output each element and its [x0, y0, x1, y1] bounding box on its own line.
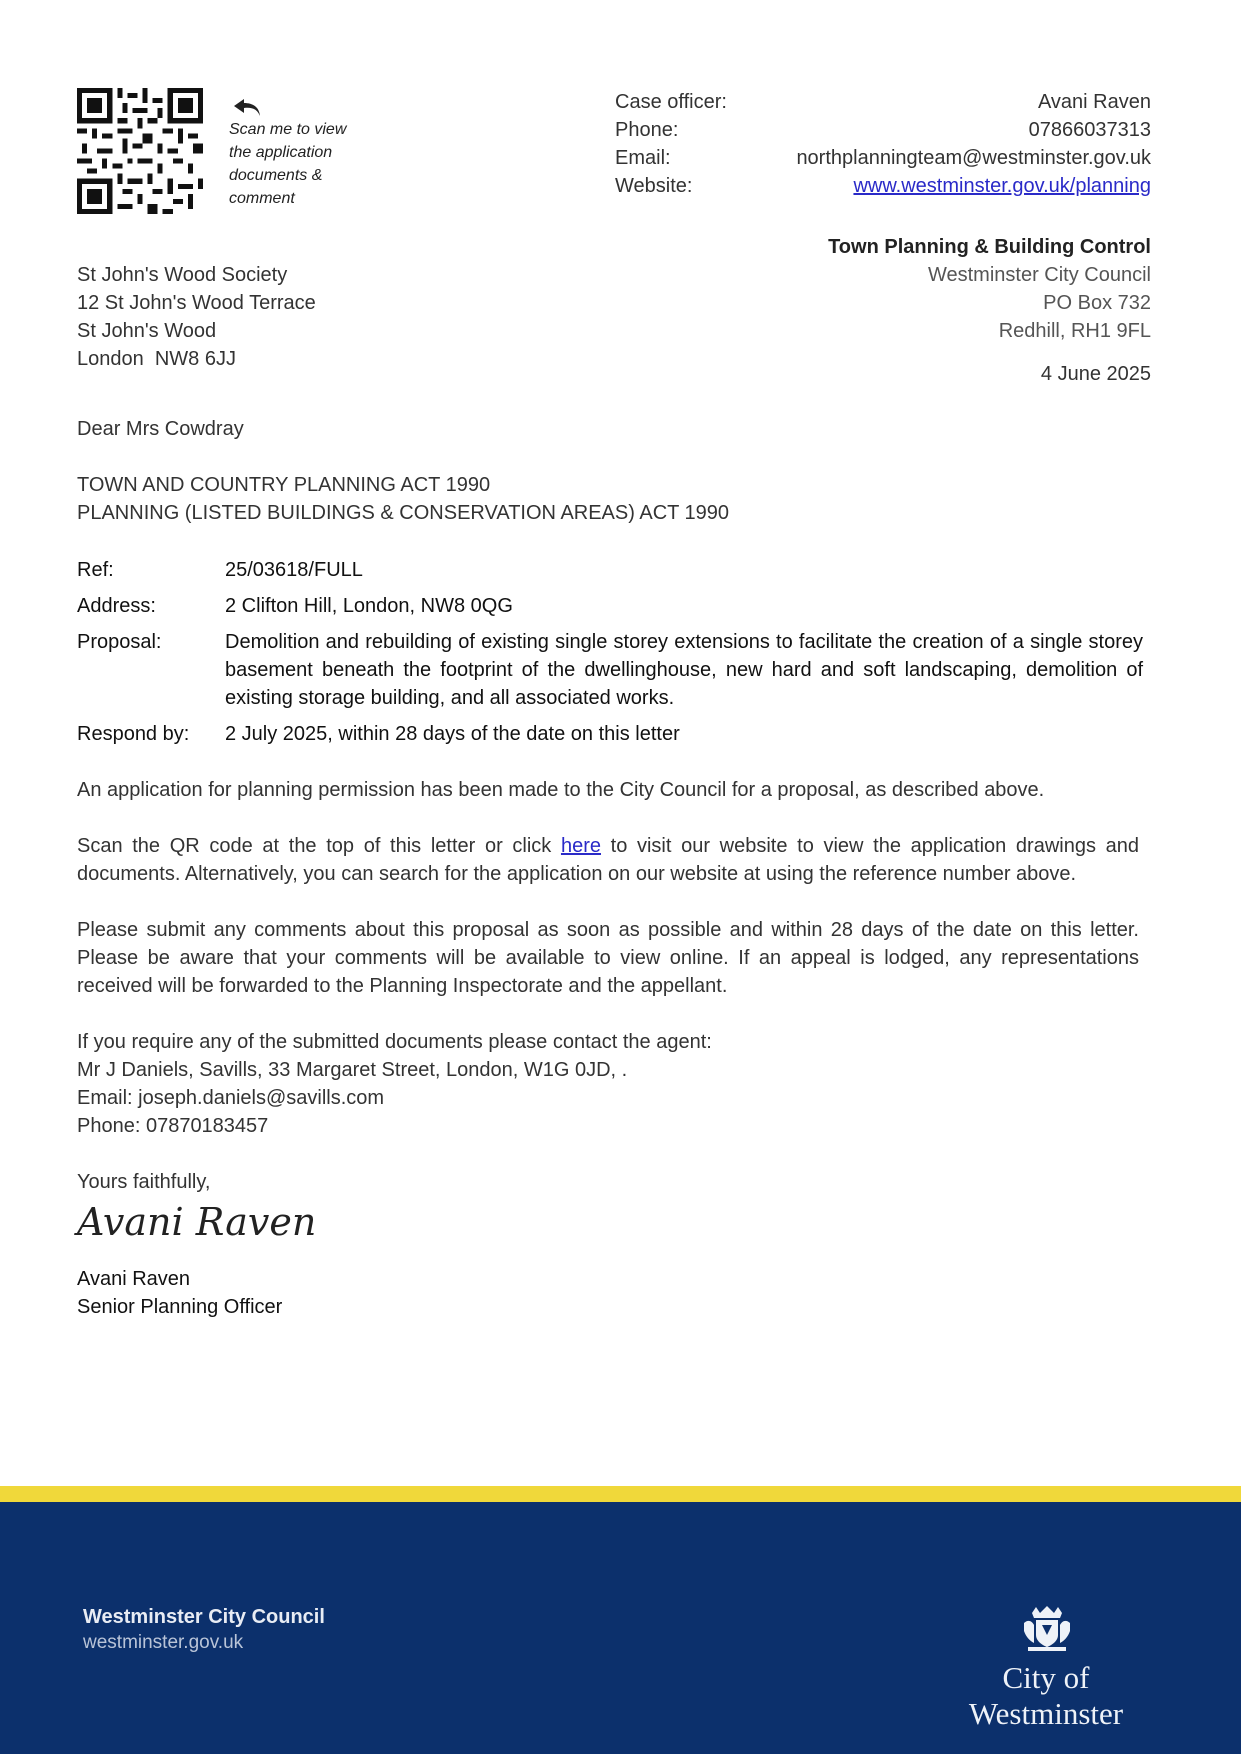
curved-arrow-icon	[232, 96, 262, 118]
case-officer-row	[615, 88, 1151, 116]
address-value: 2 Clifton Hill, London, NW8 0QG	[225, 595, 513, 617]
respond-row	[77, 720, 1143, 748]
phone-value: 07866037313	[1028, 119, 1151, 141]
contact-block	[615, 88, 1151, 200]
signee-name: Avani Raven	[77, 1268, 191, 1290]
footer-council-name: Westminster City Council	[83, 1606, 325, 1628]
body-paragraph-2	[77, 832, 1139, 888]
phone-row	[615, 116, 1151, 144]
proposal-row	[77, 628, 1143, 712]
agent-email: Email: joseph.daniels@savills.com	[77, 1087, 385, 1109]
agent-name: Mr J Daniels, Savills, 33 Margaret Street, London, W1G 0JD, .	[77, 1059, 628, 1081]
qr-caption-line: comment	[229, 190, 295, 207]
recipient-line: St John's Wood Society	[77, 264, 288, 286]
address-row	[77, 592, 1143, 620]
ref-label: Ref:	[77, 559, 114, 581]
application-details	[77, 556, 1143, 756]
body-paragraph-3: Please submit any comments about this proposal as soon as possible and within 28 days of the date on this letter. Please be aware that your comments will be available to view online. If an appeal is lodged, any representations received will be forwarded to the Planning Inspectorate and the appellant.	[77, 919, 1139, 997]
proposal-label: Proposal:	[77, 631, 162, 653]
email-label: Email:	[615, 147, 671, 169]
salutation: Dear Mrs Cowdray	[77, 418, 244, 440]
case-officer-value: Avani Raven	[1037, 91, 1151, 113]
email-value: northplanningteam@westminster.gov.uk	[796, 147, 1151, 169]
crest-icon	[1018, 1605, 1076, 1653]
recipient-address	[77, 261, 316, 373]
agent-contact	[77, 1028, 1139, 1140]
footer-stripe	[0, 1486, 1241, 1502]
phone-label: Phone:	[615, 119, 679, 141]
website-label: Website:	[615, 175, 693, 197]
department-name: Town Planning & Building Control	[828, 236, 1151, 258]
sign-off: Yours faithfully,	[77, 1171, 211, 1193]
website-link[interactable]: www.westminster.gov.uk/planning	[853, 175, 1151, 197]
council-name: Westminster City Council	[927, 264, 1151, 286]
proposal-value: Demolition and rebuilding of existing single storey extensions to facilitate the creation of a single storey basement beneath the footprint of the dwellinghouse, new hard and soft landscaping, demolition of existing storage building, and all associated works.	[225, 631, 1143, 709]
postal-town: Redhill, RH1 9FL	[998, 320, 1151, 342]
qr-caption-line: the application	[229, 144, 333, 161]
website-row	[615, 172, 1151, 200]
ref-row	[77, 556, 1143, 584]
acts-heading	[77, 471, 729, 527]
respond-label: Respond by:	[77, 723, 190, 745]
signee-block	[77, 1265, 282, 1321]
here-link[interactable]: here	[560, 835, 601, 857]
email-row	[615, 144, 1151, 172]
ref-value: 25/03618/FULL	[225, 559, 363, 581]
p2-text: Scan the QR code at the top of this letter or click	[77, 835, 561, 857]
department-address	[651, 233, 1151, 345]
act-line: TOWN AND COUNTRY PLANNING ACT 1990	[77, 474, 491, 496]
qr-code[interactable]	[77, 88, 203, 214]
respond-value: 2 July 2025, within 28 days of the date on this letter	[225, 723, 680, 745]
letter-date: 4 June 2025	[1040, 363, 1151, 385]
po-box: PO Box 732	[1043, 292, 1151, 314]
agent-intro: If you require any of the submitted documents please contact the agent:	[77, 1031, 712, 1053]
address-label: Address:	[77, 595, 156, 617]
p2-text: to visit our website to view the application drawings and documents. Alternatively, you can search for the application on our website at using the reference number above.	[77, 835, 1139, 885]
case-officer-label: Case officer:	[615, 91, 727, 113]
recipient-line: 12 St John's Wood Terrace	[77, 292, 316, 314]
qr-caption-line: documents &	[229, 167, 323, 184]
recipient-line: London NW8 6JJ	[77, 348, 236, 370]
handwritten-signature: Avani Raven	[77, 1200, 317, 1244]
body-paragraph-1: An application for planning permission has been made to the City Council for a proposal, as described above.	[77, 779, 1045, 801]
signee-title: Senior Planning Officer	[77, 1296, 283, 1318]
qr-caption-line: Scan me to view	[229, 121, 347, 138]
agent-phone: Phone: 07870183457	[77, 1115, 269, 1137]
act-line: PLANNING (LISTED BUILDINGS & CONSERVATION AREAS) ACT 1990	[77, 502, 730, 524]
footer-url: westminster.gov.uk	[83, 1632, 244, 1653]
city-of-westminster-logo-text: City of Westminster	[968, 1660, 1124, 1731]
qr-caption	[229, 118, 369, 210]
recipient-line: St John's Wood	[77, 320, 217, 342]
